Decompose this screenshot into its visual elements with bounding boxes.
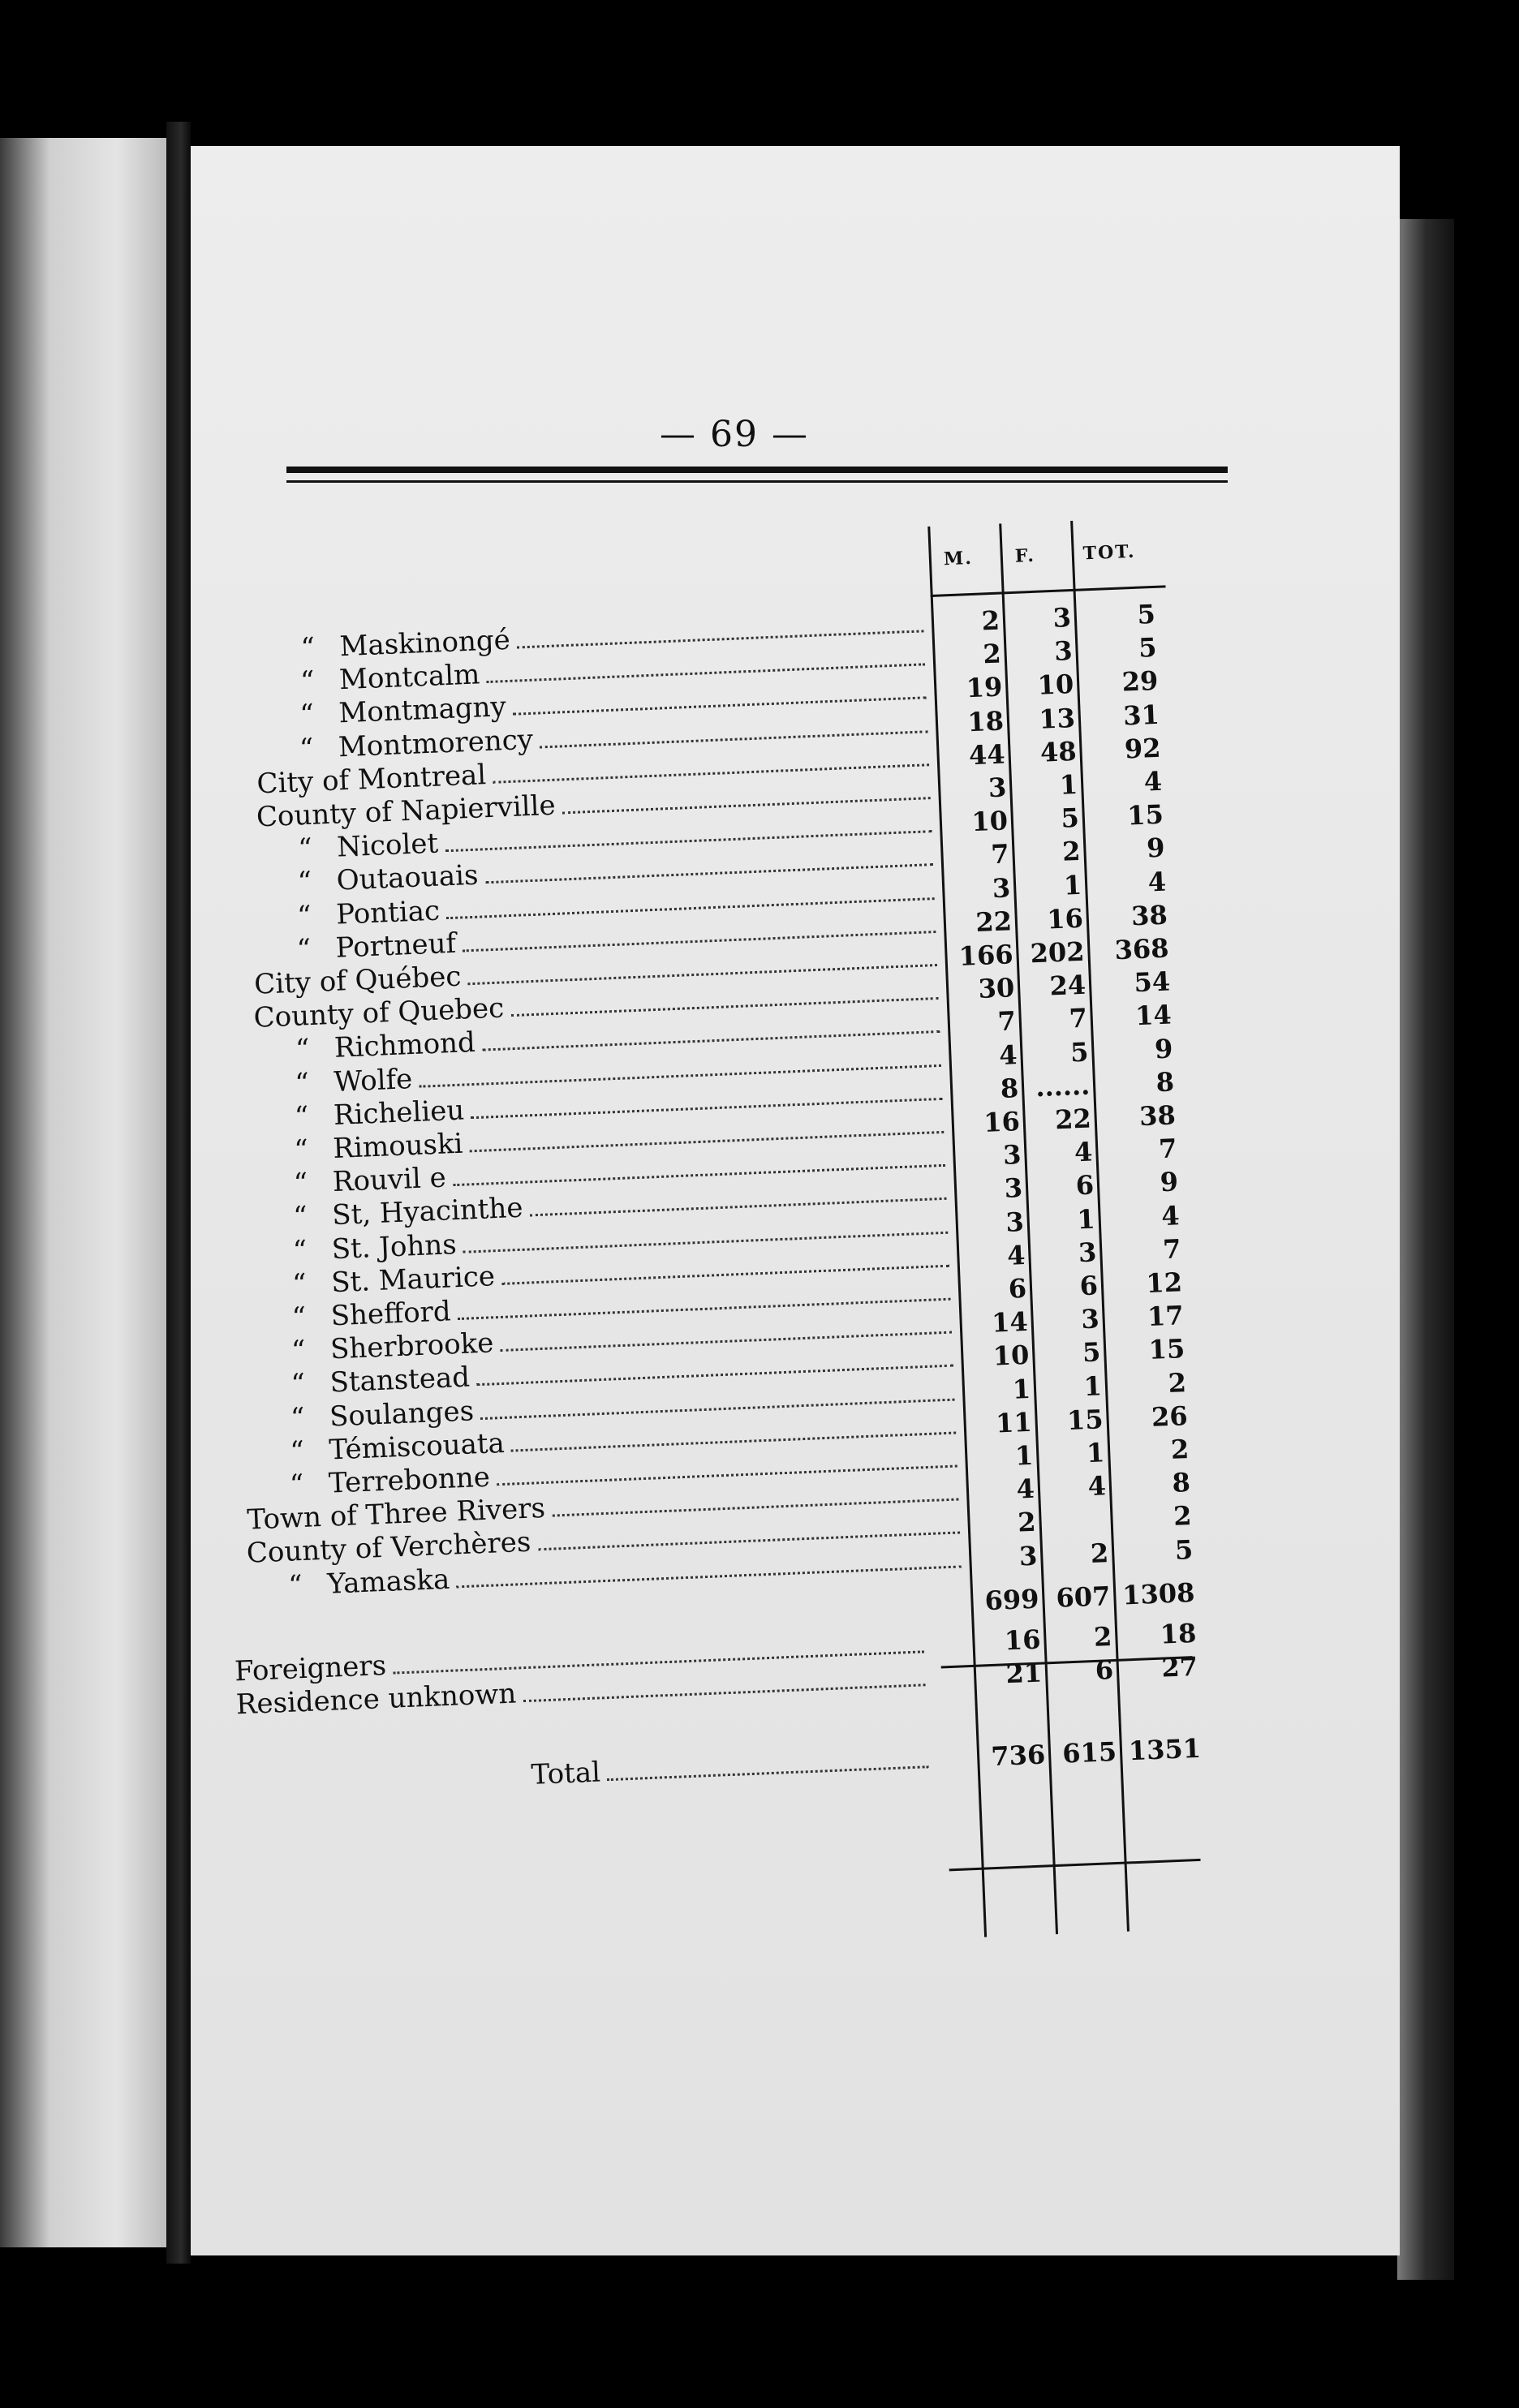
row-label: St, Hyacinthe [331,1192,524,1232]
row-label: Richelieu [333,1094,465,1132]
value-tot: 7 [1158,1133,1178,1165]
value-tot: 368 [1113,932,1170,966]
value-m: 3 [992,871,1011,904]
value-m: 3 [1004,1172,1023,1205]
row-label: Town of Three Rivers [246,1492,546,1537]
value-f: 6 [1075,1169,1095,1202]
row-label: Richmond [333,1026,476,1065]
value-f: 48 [1039,735,1078,768]
value-m: 736 [990,1739,1046,1772]
value-f: 6 [1078,1270,1099,1302]
value-f: 5 [1069,1036,1090,1069]
value-tot: 31 [1122,699,1160,732]
ditto-mark: “ [299,664,316,699]
ditto-mark: “ [297,832,313,866]
value-m: 3 [1018,1540,1039,1572]
value-tot: 15 [1126,798,1164,832]
value-f: 15 [1066,1404,1104,1436]
document-page [191,146,1400,2255]
value-tot: 92 [1124,732,1162,765]
column-header-f: F. [1014,544,1036,567]
value-f: 22 [1054,1103,1092,1136]
row-label: Yamaska [326,1563,450,1601]
value-tot: 9 [1159,1166,1179,1198]
value-tot: 8 [1155,1066,1175,1099]
value-m: 3 [1005,1206,1025,1238]
subtotal-tot: 1308 [1121,1576,1196,1611]
row-label: Nicolet [336,827,439,864]
header-rule-thin [286,480,1228,483]
row-label: Residence unknown [235,1677,517,1722]
value-tot: 2 [1167,1366,1187,1399]
value-tot: 38 [1130,899,1168,932]
row-label: Rimouski [332,1127,464,1166]
value-m: 1 [1014,1439,1035,1472]
value-m: 8 [1000,1072,1019,1104]
row-label: Outaouais [336,859,480,898]
value-tot: 4 [1147,866,1167,898]
value-f: 615 [1061,1735,1117,1769]
row-label: Terrebonne [328,1460,491,1500]
value-tot: 2 [1173,1500,1193,1533]
value-tot: 2 [1170,1434,1190,1465]
row-label: Montmorency [338,723,534,763]
ditto-mark: “ [299,631,316,665]
table-row [255,1732,1213,1801]
row-label: Stanstead [329,1361,471,1400]
row-label: City of Montreal [256,758,487,801]
value-m: 3 [988,772,1008,804]
row-label: Rouvil e [332,1161,447,1199]
page-number: — 69 — [660,414,809,455]
value-f: 1 [1063,869,1082,901]
value-tot: 15 [1147,1333,1186,1366]
book-gutter [166,122,191,2264]
row-label: Shefford [329,1295,452,1333]
value-m: 3 [1002,1139,1022,1172]
ditto-mark: “ [297,866,313,899]
value-tot: 9 [1154,1033,1174,1064]
value-f: ...... [1035,1069,1091,1103]
ditto-mark: “ [299,732,315,765]
value-f: 1 [1086,1437,1106,1469]
value-tot: 17 [1147,1300,1185,1333]
row-label: County of Quebec [252,991,505,1035]
value-tot: 26 [1151,1400,1189,1433]
value-tot: 4 [1160,1199,1181,1232]
value-m: 10 [970,805,1009,838]
value-tot: 54 [1133,965,1171,999]
value-m: 11 [995,1406,1033,1439]
page-edge [1397,219,1454,2280]
ditto-mark: “ [295,932,312,966]
value-f: 3 [1053,635,1074,668]
row-label: Foreigners [234,1649,387,1688]
row-label: Montcalm [338,658,481,697]
value-f: 3 [1080,1303,1100,1335]
value-m: 22 [975,905,1013,938]
row-label: St. Johns [331,1228,458,1266]
value-m: 2 [982,638,1002,670]
ditto-mark: “ [290,1401,306,1435]
ditto-mark: “ [291,1267,308,1301]
ditto-mark: “ [290,1301,307,1335]
row-label: Total [530,1756,601,1791]
ditto-mark: “ [292,1234,308,1267]
value-m: 30 [977,972,1015,1005]
value-f: 1 [1076,1203,1096,1235]
header-rule [286,467,1228,473]
row-label: Pontiac [335,894,441,931]
value-tot: 5 [1138,632,1158,664]
value-m: 7 [990,838,1010,871]
ditto-mark: “ [294,1066,310,1100]
ditto-mark: “ [287,1568,303,1602]
value-m: 19 [966,671,1004,704]
value-f: 10 [1036,669,1074,702]
value-f: 2 [1061,836,1082,868]
value-m: 2 [980,604,1000,637]
value-tot: 7 [1162,1233,1182,1265]
value-f: 1 [1059,768,1078,801]
facing-page [0,138,166,2247]
value-f: 4 [1087,1470,1107,1503]
row-label: County of Verchères [246,1526,532,1571]
value-tot: 1351 [1128,1732,1202,1767]
value-m: 16 [983,1106,1021,1138]
value-tot: 9 [1146,832,1166,864]
value-f: 202 [1029,935,1086,970]
value-tot: 29 [1121,665,1159,698]
value-tot: 18 [1160,1617,1198,1650]
value-tot: 14 [1134,999,1173,1032]
row-label: City of Québec [253,960,463,1001]
value-f: 4 [1074,1136,1094,1168]
value-tot: 5 [1174,1533,1194,1566]
value-tot: 27 [1160,1650,1198,1683]
value-f: 2 [1093,1620,1113,1653]
value-m: 166 [958,939,1014,972]
value-tot: 12 [1145,1266,1183,1299]
value-f: 3 [1052,602,1072,634]
row-label: Témiscouata [328,1426,506,1467]
value-m: 21 [1005,1657,1043,1690]
row-label: Soulanges [329,1394,475,1434]
row-label: Montmagny [338,690,507,730]
leader-dots [605,1737,928,1781]
value-m: 44 [968,738,1006,772]
value-f: 24 [1048,969,1087,1002]
value-m: 7 [996,1005,1017,1038]
value-m: 18 [966,705,1005,737]
value-tot: 4 [1143,765,1163,798]
ditto-mark: “ [296,899,312,933]
row-label: Portneuf [334,927,457,965]
value-f: 16 [1046,902,1084,935]
ditto-mark: “ [289,1434,305,1468]
value-m: 10 [992,1339,1031,1373]
ditto-mark: “ [292,1200,308,1234]
ditto-mark: “ [290,1368,306,1401]
ditto-mark: “ [289,1468,305,1502]
value-tot: 8 [1171,1467,1191,1499]
value-f [1039,1504,1108,1537]
value-f: 13 [1038,702,1076,735]
value-f: 6 [1094,1653,1114,1686]
value-f: 3 [1078,1236,1098,1269]
ditto-mark: “ [299,698,315,732]
column-header-m: M. [943,547,974,570]
value-m: 4 [1015,1473,1035,1505]
value-f: 5 [1060,802,1080,834]
row-label: Sherbrooke [329,1327,495,1366]
value-f: 5 [1082,1336,1102,1369]
column-header-tot: TOT. [1082,540,1136,565]
header-underline [931,585,1166,597]
subtotal-f: 607 [1055,1580,1112,1614]
value-m: 1 [1012,1373,1031,1405]
value-f: 1 [1082,1370,1103,1402]
value-tot: 38 [1138,1099,1177,1133]
row-label: Wolfe [333,1062,413,1099]
value-m: 2 [1017,1507,1037,1538]
row-label: St. Maurice [330,1260,496,1300]
total-rule [949,1859,1201,1871]
ditto-mark: “ [290,1334,307,1368]
value-m: 4 [998,1038,1018,1071]
ditto-mark: “ [293,1167,309,1201]
row-label: County of Napierville [256,789,557,834]
value-f: 7 [1068,1003,1088,1034]
row-label: Maskinongé [338,623,511,664]
ditto-mark: “ [293,1133,309,1167]
ditto-mark: “ [295,1033,311,1067]
value-m: 16 [1004,1623,1042,1657]
value-m: 6 [1008,1272,1027,1305]
ditto-mark: “ [294,1100,310,1133]
value-m: 14 [991,1306,1029,1339]
statistics-table [206,510,1383,2015]
value-tot: 5 [1136,598,1156,630]
subtotal-m: 699 [983,1583,1040,1617]
value-f: 2 [1090,1537,1109,1569]
value-m: 4 [1006,1239,1026,1271]
